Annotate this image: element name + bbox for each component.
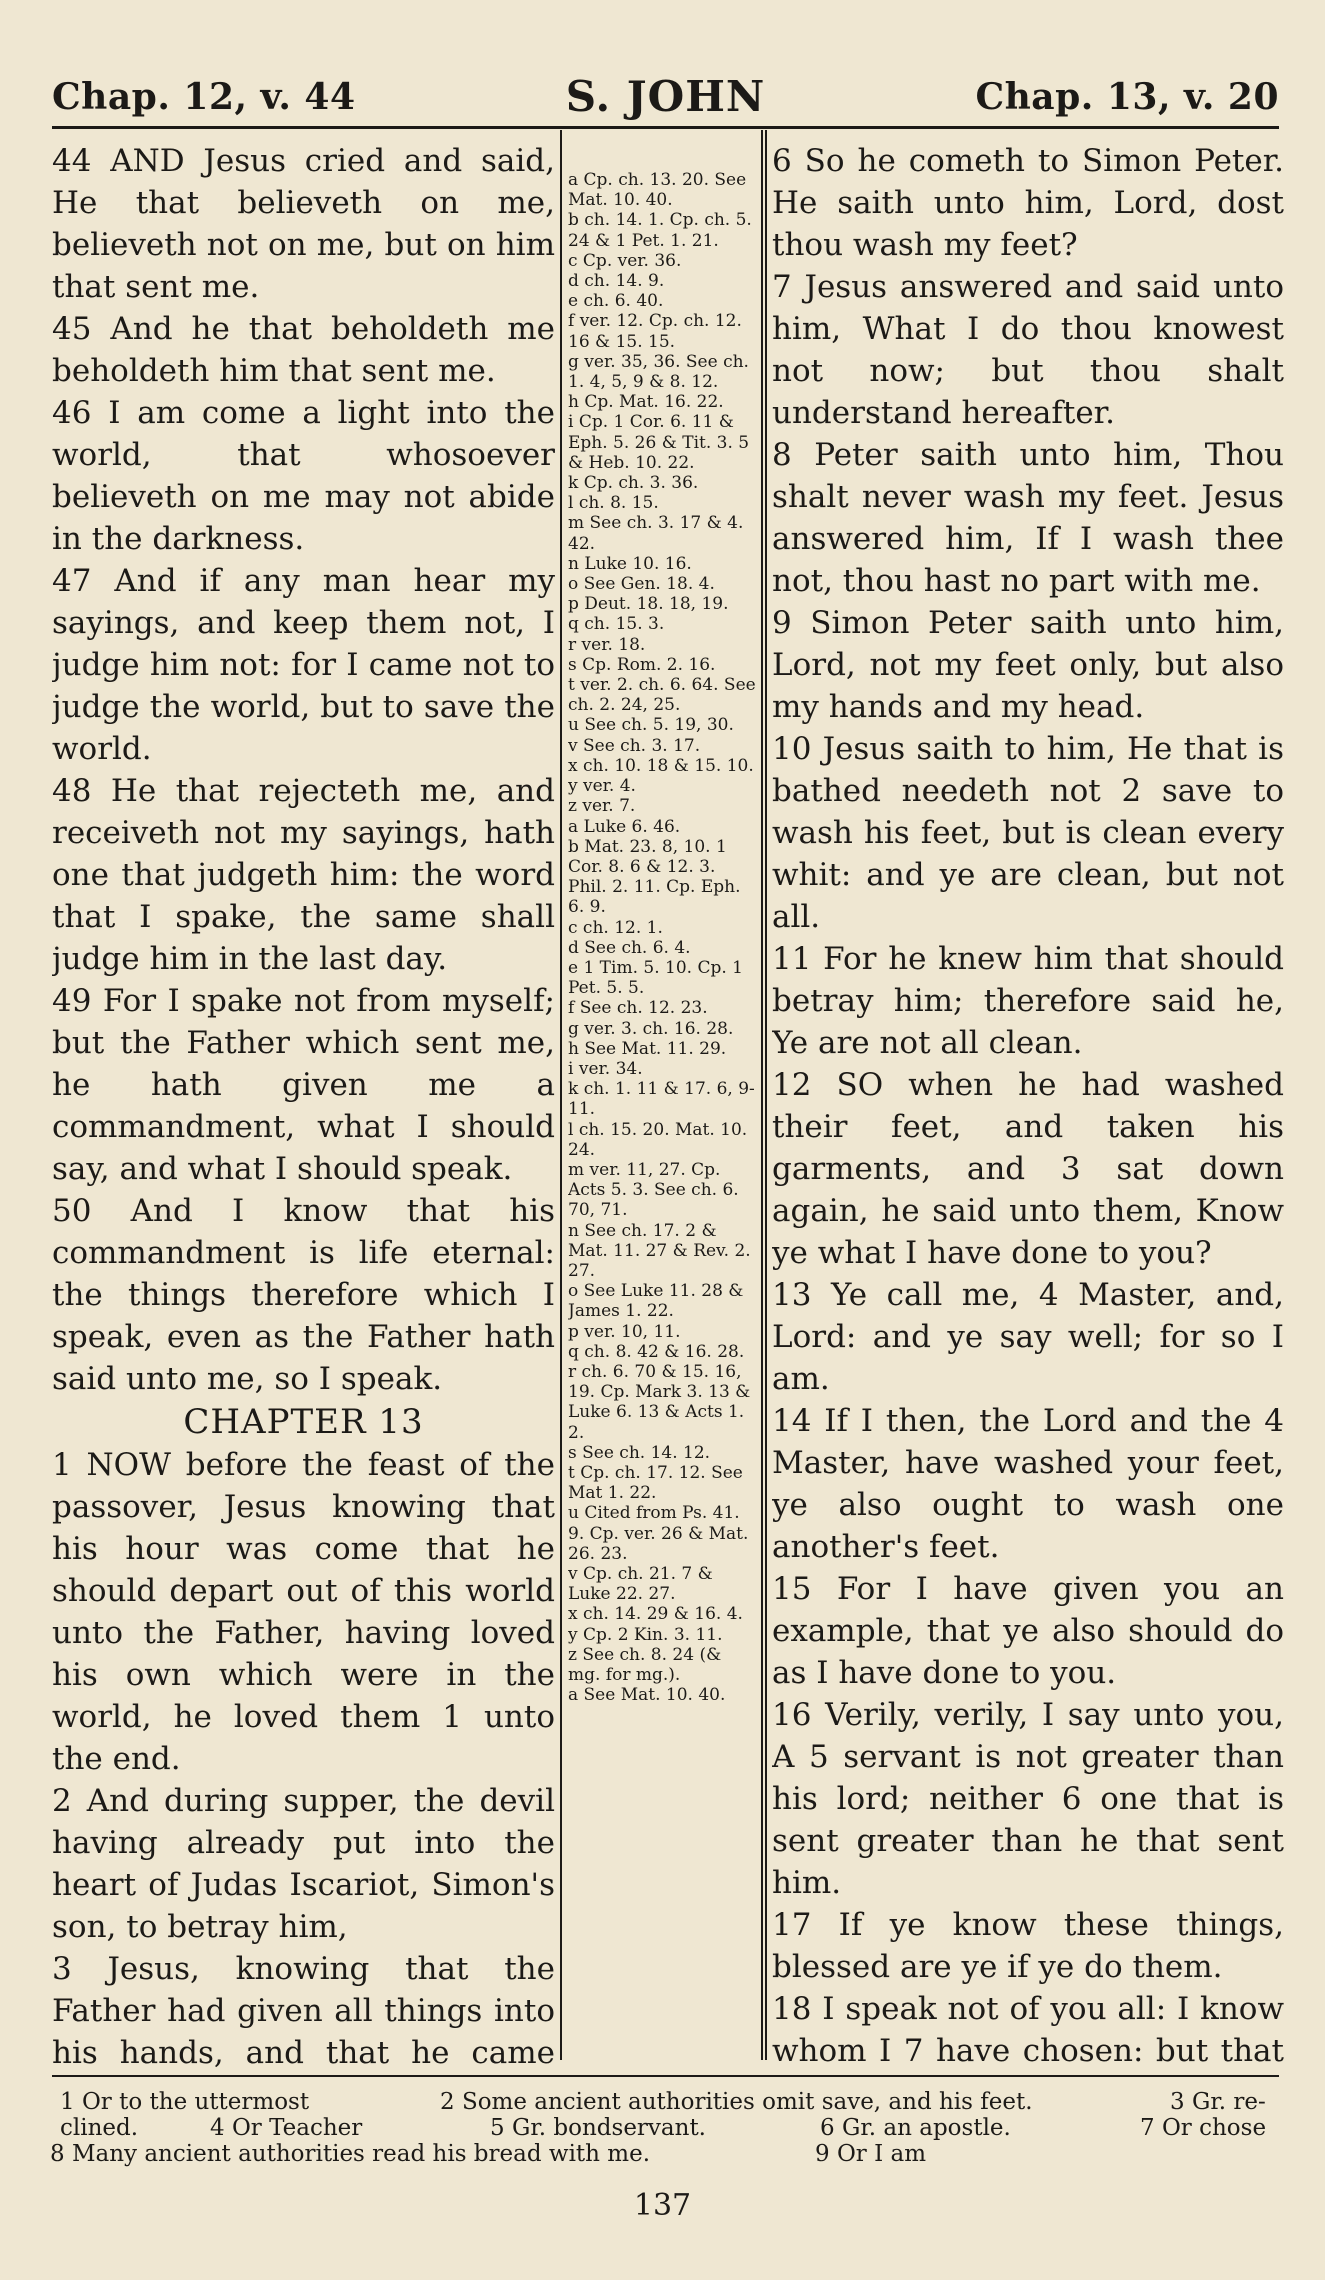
cross-reference: u Cited from Ps. 41. 9. Cp. ver. 26 & Mat. 26. 23. bbox=[568, 1503, 749, 1564]
verse-13-3: 3 Jesus, knowing that the Father had given all things into his hands, and that he came bbox=[52, 1951, 555, 2070]
footnotes bbox=[50, 2089, 1290, 2168]
verse-13-10: 10 Jesus saith to him, He that is bathed needeth not 2 save to wash his feet, but is clean every whit: and ye are clean, but not all. bbox=[772, 731, 1284, 935]
cross-reference: x ch. 10. 18 & 15. 10. bbox=[568, 755, 754, 776]
cross-reference: l ch. 8. 15. bbox=[568, 493, 659, 514]
cross-reference: g ver. 3. ch. 16. 28. bbox=[568, 1018, 734, 1039]
cross-reference: r ch. 6. 70 & 15. 16, 19. Cp. Mark 3. 13 & Luke 6. 13 & Acts 1. 2. bbox=[568, 1361, 751, 1443]
verse-12-50: 50 And I know that his commandment is life eternal: the things therefore which I speak, even as the Father hath said unto me, so I speak. bbox=[52, 1193, 555, 1397]
verse-13-12: 12 SO when he had washed their feet, and taken his garments, and 3 sat down again, he said unto them, Know ye what I have done to you? bbox=[772, 1067, 1284, 1271]
footnote-rule bbox=[52, 2075, 1279, 2077]
cross-reference: m ver. 11, 27. Cp. Acts 5. 3. See ch. 6. 70, 71. bbox=[568, 1159, 739, 1221]
verse-12-45: 45 And he that beholdeth me beholdeth him that sent me. bbox=[52, 311, 555, 389]
cross-reference: s See ch. 14. 12. bbox=[568, 1442, 711, 1463]
cross-reference: v Cp. ch. 21. 7 & Luke 22. 27. bbox=[568, 1564, 713, 1605]
cross-reference: i Cp. 1 Cor. 6. 11 & Eph. 5. 26 & Tit. 3. 5 & Heb. 10. 22. bbox=[568, 412, 750, 473]
verse-13-17: 17 If ye know these things, blessed are ye if ye do them. bbox=[772, 1907, 1284, 1985]
cross-reference: s Cp. Rom. 2. 16. bbox=[568, 654, 716, 675]
column-divider-right-a bbox=[761, 130, 763, 2060]
page-number: 137 bbox=[633, 2188, 692, 2223]
cross-reference: t ver. 2. ch. 6. 64. See ch. 2. 24, 25. bbox=[568, 675, 756, 716]
footnote-9: 9 Or I am bbox=[815, 2141, 927, 2167]
cross-reference: o See Luke 11. 28 & James 1. 22. bbox=[568, 1281, 744, 1322]
cross-reference: h See Mat. 11. 29. bbox=[568, 1038, 727, 1059]
cross-reference: p Deut. 18. 18, 19. bbox=[568, 594, 729, 615]
cross-reference: a Luke 6. 46. bbox=[568, 816, 681, 837]
header-right-ref: Chap. 13, v. 20 bbox=[975, 76, 1279, 118]
cross-reference: i ver. 34. bbox=[568, 1058, 643, 1079]
column-divider-left bbox=[560, 130, 562, 2060]
verse-13-6: 6 So he cometh to Simon Peter. He saith unto him, Lord, dost thou wash my feet? bbox=[772, 143, 1284, 263]
footnote-3-continued: clined. bbox=[60, 2115, 139, 2141]
header-rule bbox=[52, 126, 1279, 129]
verse-13-13: 13 Ye call me, 4 Master, and, Lord: and ye say well; for so I am. bbox=[772, 1277, 1284, 1397]
book-title: S. JOHN bbox=[565, 72, 766, 121]
cross-reference: t Cp. ch. 17. 12. See Mat 1. 22. bbox=[568, 1463, 743, 1504]
footnote-3: 3 Gr. re- bbox=[1170, 2089, 1266, 2115]
cross-reference: e ch. 6. 40. bbox=[568, 291, 664, 312]
cross-reference: h Cp. Mat. 16. 22. bbox=[568, 392, 724, 413]
verse-13-7: 7 Jesus answered and said unto him, What I do thou knowest not now; but thou shalt understand hereafter. bbox=[772, 269, 1284, 431]
cross-reference: v See ch. 3. 17. bbox=[568, 735, 701, 756]
cross-reference: z See ch. 8. 24 (& mg. for mg.). bbox=[568, 1644, 722, 1686]
verse-13-1: 1 NOW before the feast of the passover, Jesus knowing that his hour was come that he should depart out of this world unto the Father, having loved his own which were in the world, he loved them 1 unto the end. bbox=[52, 1447, 555, 1777]
cross-reference: m See ch. 3. 17 & 4. 42. bbox=[568, 513, 744, 554]
cross-reference: c ch. 12. 1. bbox=[568, 917, 663, 938]
cross-reference: l ch. 15. 20. Mat. 10. 24. bbox=[568, 1119, 748, 1160]
cross-reference: z ver. 7. bbox=[568, 796, 636, 817]
footnote-7: 7 Or chose bbox=[1140, 2115, 1267, 2141]
cross-reference: n See ch. 17. 2 & Mat. 11. 27 & Rev. 2. 27. bbox=[568, 1220, 751, 1281]
cross-reference: p ver. 10, 11. bbox=[568, 1321, 681, 1342]
verse-13-15: 15 For I have given you an example, that ye also should do as I have done to you. bbox=[772, 1571, 1284, 1691]
cross-reference: d ch. 14. 9. bbox=[568, 271, 665, 292]
cross-reference: c Cp. ver. 36. bbox=[568, 250, 682, 271]
cross-reference: x ch. 14. 29 & 16. 4. bbox=[568, 1604, 743, 1625]
footnote-5: 5 Gr. bondservant. bbox=[490, 2115, 706, 2141]
cross-reference: q ch. 15. 3. bbox=[568, 614, 665, 635]
running-header bbox=[52, 66, 1279, 126]
cross-reference: g ver. 35, 36. See ch. 1. 4, 5, 9 & 8. 12. bbox=[568, 351, 749, 393]
verse-13-2: 2 And during supper, the devil having already put into the heart of Judas Iscariot, Simon's son, to betray him, bbox=[52, 1783, 555, 1945]
verse-13-8: 8 Peter saith unto him, Thou shalt never wash my feet. Jesus answered him, If I wash thee not, thou hast no part with me. bbox=[772, 437, 1284, 599]
left-text-column bbox=[52, 140, 555, 2070]
cross-reference: b Mat. 23. 8, 10. 1 Cor. 8. 6 & 12. 3. Phil. 2. 11. Cp. Eph. 6. 9. bbox=[568, 836, 741, 918]
cross-reference: e 1 Tim. 5. 10. Cp. 1 Pet. 5. 5. bbox=[568, 957, 743, 999]
cross-reference: n Luke 10. 16. bbox=[568, 553, 692, 574]
header-left-ref: Chap. 12, v. 44 bbox=[52, 76, 356, 118]
footnote-1: 1 Or to the uttermost bbox=[60, 2089, 310, 2115]
column-divider-right-b bbox=[765, 130, 767, 2060]
cross-reference: f See ch. 12. 23. bbox=[568, 998, 708, 1019]
footnote-2: 2 Some ancient authorities omit save, and his feet. bbox=[440, 2089, 1033, 2115]
verse-12-44: 44 AND Jesus cried and said, He that believeth on me, believeth not on me, but on him that sent me. bbox=[52, 143, 555, 305]
verse-12-49: 49 For I spake not from myself; but the Father which sent me, he hath given me a commandment, what I should say, and what I should speak. bbox=[52, 983, 555, 1187]
footnote-4: 4 Or Teacher bbox=[210, 2115, 363, 2141]
cross-reference: u See ch. 5. 19, 30. bbox=[568, 715, 734, 736]
verse-13-9: 9 Simon Peter saith unto him, Lord, not my feet only, but also my hands and my head. bbox=[772, 605, 1284, 725]
verse-13-18: 18 I speak not of you all: I know whom I 7 have chosen: but that bbox=[772, 1991, 1284, 2069]
cross-reference: f ver. 12. Cp. ch. 12. 16 & 15. 15. bbox=[568, 311, 742, 352]
cross-reference: q ch. 8. 42 & 16. 28. bbox=[568, 1341, 745, 1362]
verse-12-47: 47 And if any man hear my sayings, and keep them not, I judge him not: for I came not to judge the world, but to save the world. bbox=[52, 563, 555, 767]
verse-12-46: 46 I am come a light into the world, that whosoever believeth on me may not abide in the darkness. bbox=[52, 395, 555, 557]
verse-13-16: 16 Verily, verily, I say unto you, A 5 servant is not greater than his lord; neither 6 one that is sent greater than he that sent him. bbox=[772, 1697, 1284, 1901]
cross-reference: b ch. 14. 1. Cp. ch. 5. 24 & 1 Pet. 1. 21. bbox=[568, 210, 752, 251]
cross-reference: o See Gen. 18. 4. bbox=[568, 574, 715, 595]
cross-reference: k Cp. ch. 3. 36. bbox=[568, 473, 699, 494]
cross-reference: y ver. 4. bbox=[568, 776, 636, 797]
cross-reference: k ch. 1. 11 & 17. 6, 9-11. bbox=[568, 1079, 755, 1120]
right-text-column bbox=[772, 140, 1284, 2070]
footnote-8: 8 Many ancient authorities read his bread with me. bbox=[50, 2141, 651, 2167]
cross-reference: y Cp. 2 Kin. 3. 11. bbox=[568, 1624, 723, 1645]
cross-reference: a Cp. ch. 13. 20. See Mat. 10. 40. bbox=[568, 170, 747, 211]
cross-reference-column bbox=[568, 170, 758, 2070]
cross-reference: d See ch. 6. 4. bbox=[568, 937, 691, 958]
cross-reference: a See Mat. 10. 40. bbox=[568, 1685, 726, 1706]
verse-12-48: 48 He that rejecteth me, and receiveth not my sayings, hath one that judgeth him: the word that I spake, the same shall judge him in the last day. bbox=[52, 773, 555, 977]
chapter-heading: CHAPTER 13 bbox=[183, 1402, 424, 1442]
footnote-6: 6 Gr. an apostle. bbox=[820, 2115, 1011, 2141]
verse-13-14: 14 If I then, the Lord and the 4 Master, have washed your feet, ye also ought to wash one another's feet. bbox=[772, 1403, 1284, 1565]
cross-reference: r ver. 18. bbox=[568, 634, 646, 655]
verse-13-11: 11 For he knew him that should betray him; therefore said he, Ye are not all clean. bbox=[772, 941, 1284, 1061]
